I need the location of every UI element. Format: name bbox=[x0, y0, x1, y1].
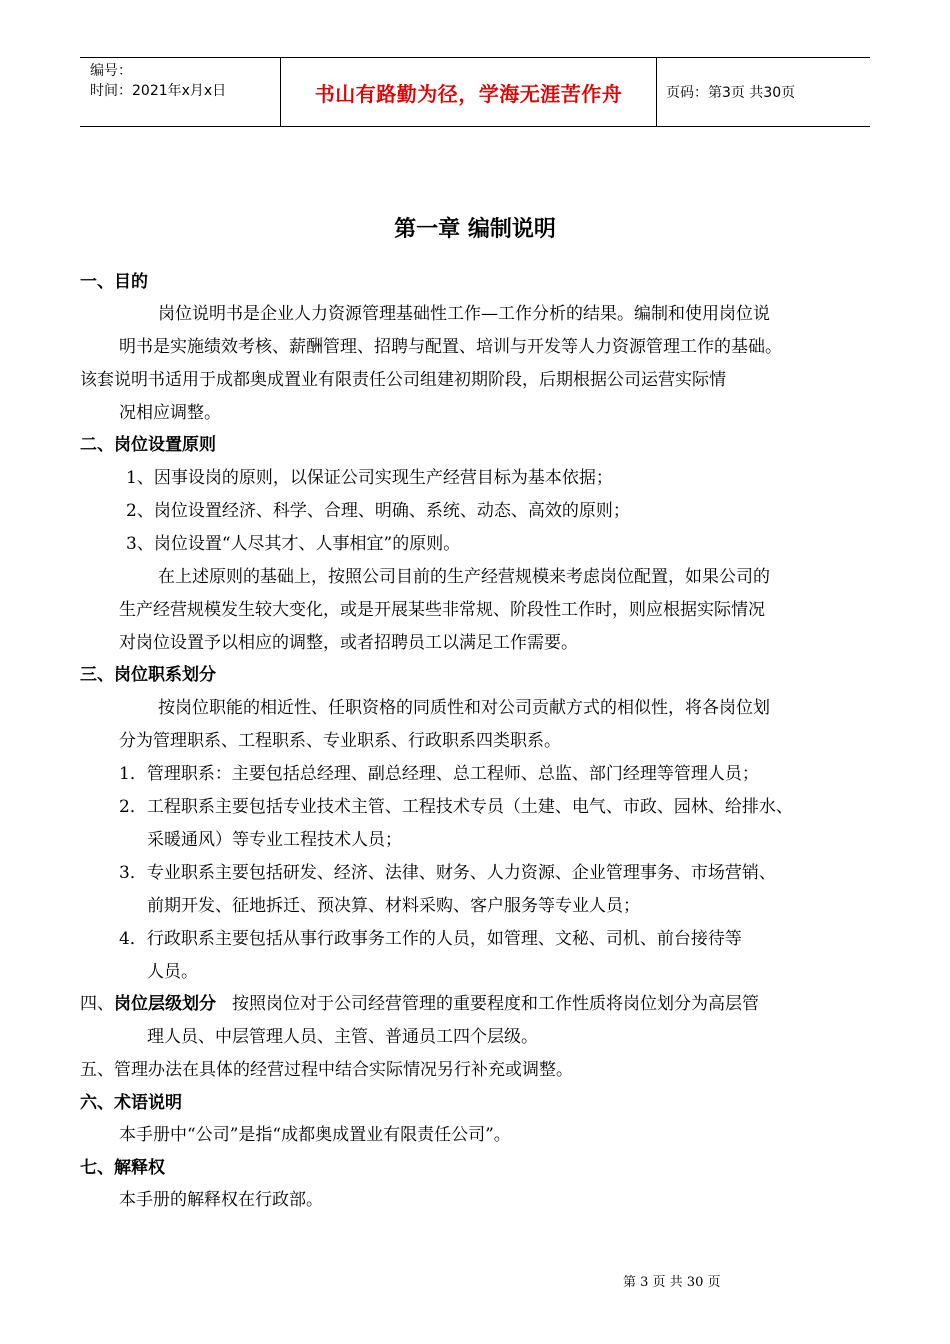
paragraph-line: 按岗位职能的相近性、任职资格的同质性和对公司贡献方式的相似性，将各岗位划 bbox=[158, 698, 770, 718]
paragraph-line: 理人员、中层管理人员、主管、普通员工四个层级。 bbox=[147, 1027, 538, 1047]
document-number-label: 编号： bbox=[90, 63, 132, 79]
paragraph-line: 生产经营规模发生较大变化，或是开展某些非常规、阶段性工作时，则应根据实际情况 bbox=[119, 600, 765, 620]
chapter-title: 第一章 编制说明 bbox=[394, 217, 556, 242]
section-levels-line bbox=[80, 993, 759, 1015]
section-management-note: 五、管理办法在具体的经营过程中结合实际情况另行补充或调整。 bbox=[80, 1060, 573, 1080]
section-heading-purpose: 一、目的 bbox=[80, 272, 148, 292]
paragraph-line: 岗位说明书是企业人力资源管理基础性工作—工作分析的结果。编制和使用岗位说 bbox=[158, 304, 770, 324]
paragraph-line: 在上述原则的基础上，按照公司目前的生产经营规模来考虑岗位配置，如果公司的 bbox=[158, 567, 770, 587]
section-heading-terms: 六、术语说明 bbox=[80, 1093, 182, 1113]
list-item-continuation: 人员。 bbox=[147, 962, 198, 982]
paragraph-line: 本手册中“公司”是指“成都奥成置业有限责任公司”。 bbox=[119, 1125, 511, 1145]
page-header bbox=[80, 57, 870, 127]
list-item-continuation: 前期开发、征地拆迁、预决算、材料采购、客户服务等专业人员； bbox=[147, 896, 640, 916]
paragraph-line: 本手册的解释权在行政部。 bbox=[119, 1190, 323, 1210]
paragraph-line: 况相应调整。 bbox=[119, 403, 221, 423]
section-heading-levels: 岗位层级划分 bbox=[114, 994, 216, 1014]
section-prefix: 四、 bbox=[80, 994, 114, 1014]
header-motto-cell bbox=[280, 58, 657, 126]
list-item: 1、因事设岗的原则，以保证公司实现生产经营目标为基本依据； bbox=[126, 468, 613, 488]
list-item: 1．管理职系：主要包括总经理、副总经理、总工程师、总监、部门经理等管理人员； bbox=[119, 764, 759, 784]
list-item: 4．行政职系主要包括从事行政事务工作的人员，如管理、文秘、司机、前台接待等 bbox=[119, 929, 742, 949]
header-meta-cell bbox=[80, 58, 280, 126]
list-item: 3、岗位设置“人尽其才、人事相宜”的原则。 bbox=[126, 534, 461, 554]
page-footer: 第 3 页 共 30 页 bbox=[623, 1275, 721, 1290]
paragraph-line: 该套说明书适用于成都奥成置业有限责任公司组建初期阶段，后期根据公司运营实际情 bbox=[80, 370, 726, 390]
header-page-info: 页码：第3页 共30页 bbox=[666, 85, 796, 101]
list-item-continuation: 采暖通风）等专业工程技术人员； bbox=[147, 830, 402, 850]
header-page-cell bbox=[656, 58, 870, 126]
section-heading-interpretation: 七、解释权 bbox=[80, 1158, 165, 1178]
list-item: 2．工程职系主要包括专业技术主管、工程技术专员（土建、电气、市政、园林、给排水、 bbox=[119, 797, 793, 817]
paragraph-line: 对岗位设置予以相应的调整，或者招聘员工以满足工作需要。 bbox=[119, 633, 578, 653]
list-item: 3．专业职系主要包括研发、经济、法律、财务、人力资源、企业管理事务、市场营销、 bbox=[119, 863, 776, 883]
section-heading-principles: 二、岗位设置原则 bbox=[80, 435, 216, 455]
header-motto: 书山有路勤为径，学海无涯苦作舟 bbox=[314, 81, 623, 106]
paragraph-line: 明书是实施绩效考核、薪酬管理、招聘与配置、培训与开发等人力资源管理工作的基础。 bbox=[119, 337, 782, 357]
document-time-label: 时间：2021年x月x日 bbox=[90, 83, 227, 99]
section-heading-job-families: 三、岗位职系划分 bbox=[80, 665, 216, 685]
list-item: 2、岗位设置经济、科学、合理、明确、系统、动态、高效的原则； bbox=[126, 501, 630, 521]
section-levels-text: 按照岗位对于公司经营管理的重要程度和工作性质将岗位划分为高层管 bbox=[232, 994, 759, 1014]
paragraph-line: 分为管理职系、工程职系、专业职系、行政职系四类职系。 bbox=[119, 731, 561, 751]
